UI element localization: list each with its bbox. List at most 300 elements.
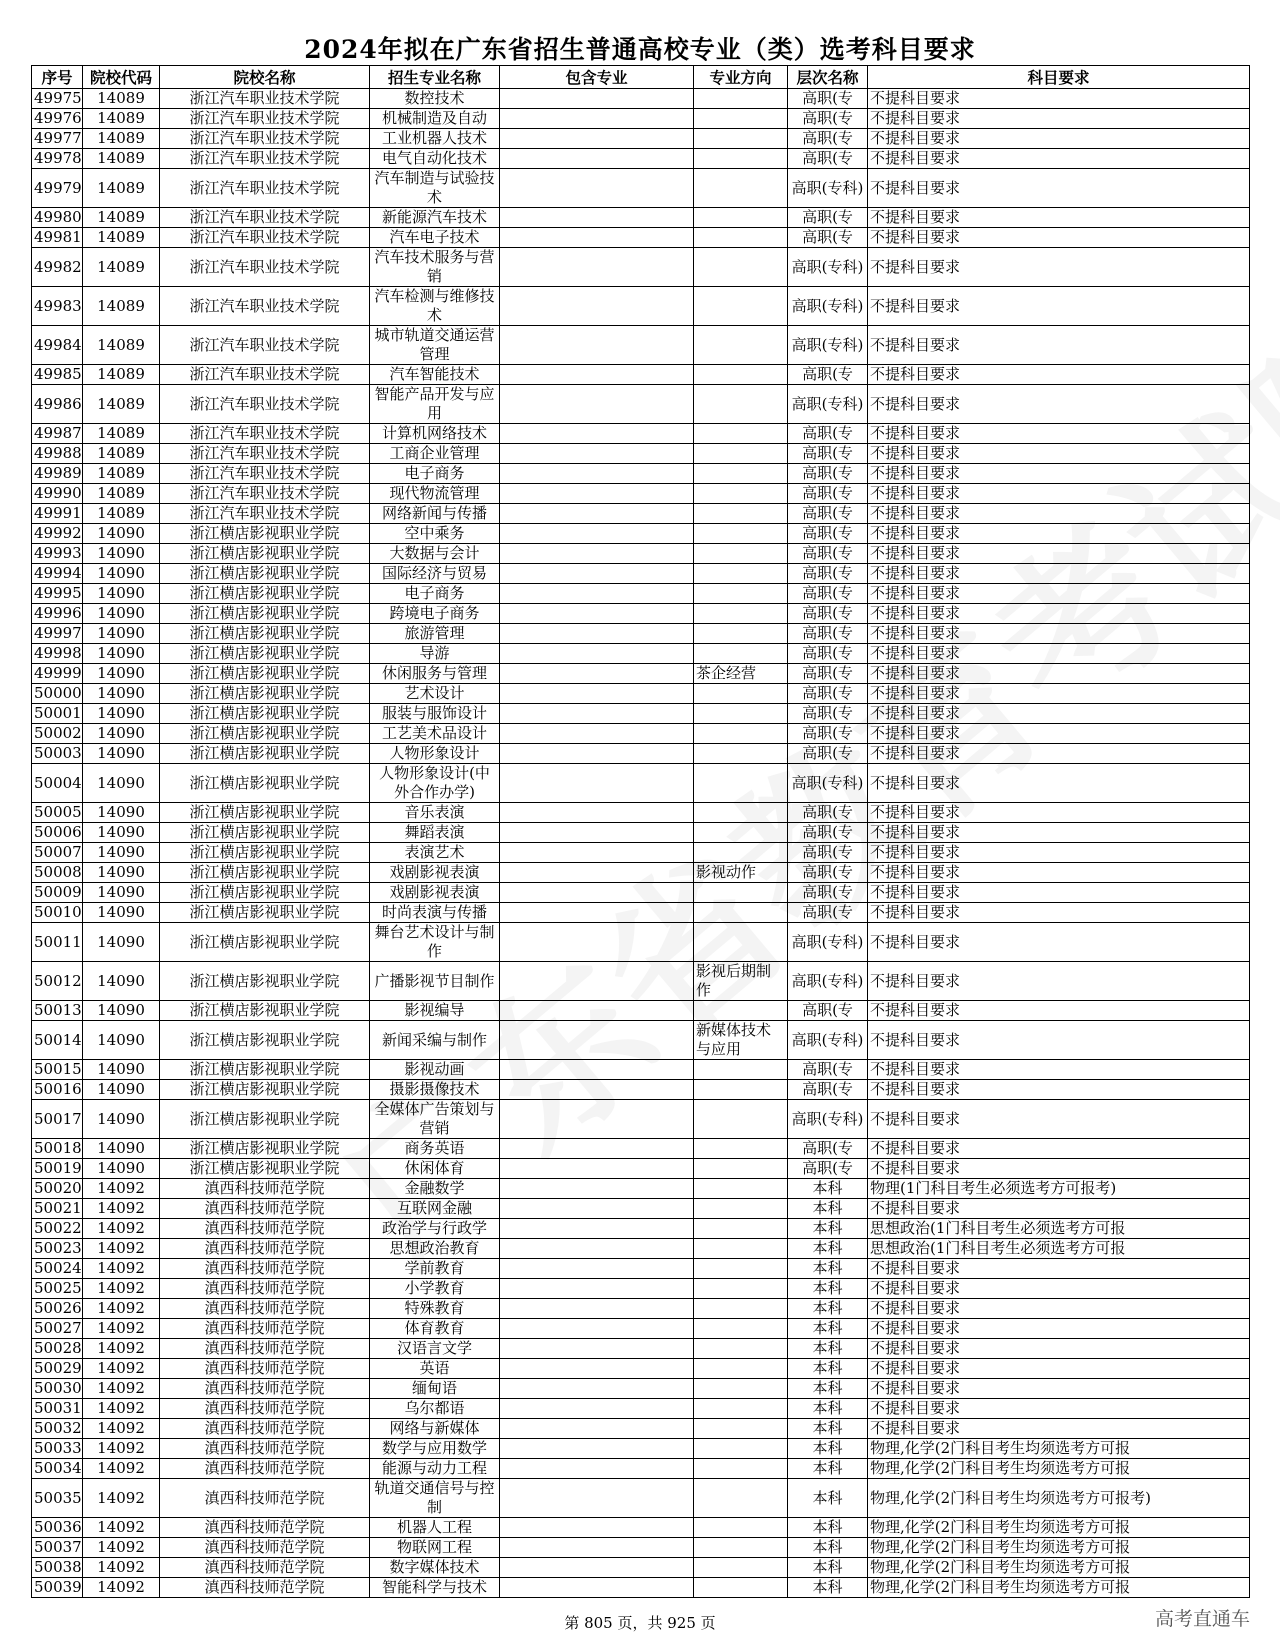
cell-subject-requirements: 不提科目要求: [868, 823, 1250, 843]
cell-subject-requirements: 不提科目要求: [868, 1399, 1250, 1419]
cell-subject-requirements: 不提科目要求: [868, 1021, 1250, 1060]
table-row: [32, 1001, 1250, 1021]
cell-subject-requirements: 物理,化学(2门科目考生均须选考方可报: [868, 1578, 1250, 1598]
cell-level: 高职(专: [788, 149, 868, 169]
cell-school-code: 14089: [83, 326, 160, 365]
cell-subject-requirements: 物理,化学(2门科目考生均须选考方可报: [868, 1459, 1250, 1479]
cell-school-code: 14090: [83, 823, 160, 843]
cell-school-code: 14092: [83, 1239, 160, 1259]
cell-major-name: 舞台艺术设计与制作: [370, 923, 500, 962]
cell-major-direction: [694, 604, 788, 624]
cell-subject-requirements: 不提科目要求: [868, 385, 1250, 424]
cell-included-majors: [500, 1299, 694, 1319]
table-row: [32, 863, 1250, 883]
table-row: [32, 109, 1250, 129]
table-row: [32, 1419, 1250, 1439]
cell-major-name: 汽车技术服务与营销: [370, 248, 500, 287]
cell-level: 高职(专: [788, 129, 868, 149]
cell-index: 50001: [32, 704, 83, 724]
cell-level: 高职(专科): [788, 248, 868, 287]
table-row: [32, 564, 1250, 584]
cell-school-name: 浙江横店影视职业学院: [160, 843, 370, 863]
cell-school-code: 14090: [83, 903, 160, 923]
cell-level: 高职(专科): [788, 1100, 868, 1139]
table-row: [32, 287, 1250, 326]
cell-index: 49982: [32, 248, 83, 287]
cell-major-name: 数学与应用数学: [370, 1439, 500, 1459]
cell-level: 高职(专: [788, 803, 868, 823]
cell-index: 49996: [32, 604, 83, 624]
cell-major-direction: [694, 1359, 788, 1379]
cell-school-name: 浙江横店影视职业学院: [160, 744, 370, 764]
table-row: [32, 524, 1250, 544]
cell-index: 50004: [32, 764, 83, 803]
cell-school-name: 浙江横店影视职业学院: [160, 883, 370, 903]
cell-index: 50020: [32, 1179, 83, 1199]
cell-major-direction: [694, 129, 788, 149]
cell-level: 本科: [788, 1359, 868, 1379]
cell-school-name: 浙江横店影视职业学院: [160, 584, 370, 604]
cell-major-name: 全媒体广告策划与营销: [370, 1100, 500, 1139]
header-school-code: 院校代码: [83, 66, 160, 89]
cell-level: 高职(专: [788, 684, 868, 704]
cell-major-direction: [694, 1319, 788, 1339]
cell-level: 高职(专科): [788, 1021, 868, 1060]
cell-major-direction: [694, 1199, 788, 1219]
cell-school-name: 滇西科技师范学院: [160, 1479, 370, 1518]
cell-subject-requirements: 不提科目要求: [868, 883, 1250, 903]
table-row: [32, 823, 1250, 843]
cell-level: 高职(专科): [788, 287, 868, 326]
cell-school-code: 14092: [83, 1538, 160, 1558]
cell-major-direction: [694, 504, 788, 524]
table-row: [32, 208, 1250, 228]
cell-school-code: 14090: [83, 644, 160, 664]
cell-index: 50038: [32, 1558, 83, 1578]
table-row: [32, 1399, 1250, 1419]
cell-level: 高职(专: [788, 484, 868, 504]
cell-major-name: 工业机器人技术: [370, 129, 500, 149]
cell-major-direction: [694, 1080, 788, 1100]
cell-major-direction: 茶企经营: [694, 664, 788, 684]
cell-major-name: 现代物流管理: [370, 484, 500, 504]
cell-level: 高职(专科): [788, 764, 868, 803]
cell-major-name: 汉语言文学: [370, 1339, 500, 1359]
cell-subject-requirements: 不提科目要求: [868, 89, 1250, 109]
header-included-majors: 包含专业: [500, 66, 694, 89]
table-row: [32, 169, 1250, 208]
cell-major-name: 旅游管理: [370, 624, 500, 644]
cell-index: 50033: [32, 1439, 83, 1459]
cell-index: 49987: [32, 424, 83, 444]
cell-major-direction: [694, 484, 788, 504]
cell-major-name: 机器人工程: [370, 1518, 500, 1538]
cell-index: 50003: [32, 744, 83, 764]
cell-included-majors: [500, 484, 694, 504]
page-number: 第 805 页，共 925 页: [564, 1614, 716, 1632]
cell-index: 50014: [32, 1021, 83, 1060]
cell-school-code: 14090: [83, 684, 160, 704]
cell-subject-requirements: 不提科目要求: [868, 664, 1250, 684]
cell-included-majors: [500, 444, 694, 464]
table-row: [32, 1459, 1250, 1479]
cell-major-name: 人物形象设计(中外合作办学): [370, 764, 500, 803]
cell-level: 高职(专: [788, 524, 868, 544]
cell-subject-requirements: 不提科目要求: [868, 744, 1250, 764]
table-row: [32, 1379, 1250, 1399]
cell-index: 50008: [32, 863, 83, 883]
table-row: [32, 624, 1250, 644]
cell-major-name: 舞蹈表演: [370, 823, 500, 843]
cell-major-direction: [694, 1060, 788, 1080]
cell-included-majors: [500, 704, 694, 724]
cell-index: 50017: [32, 1100, 83, 1139]
header-subject-requirements: 科目要求: [868, 66, 1250, 89]
cell-major-name: 网络与新媒体: [370, 1419, 500, 1439]
cell-major-direction: [694, 444, 788, 464]
cell-major-direction: [694, 109, 788, 129]
cell-school-name: 浙江汽车职业技术学院: [160, 228, 370, 248]
cell-school-code: 14090: [83, 524, 160, 544]
cell-index: 49992: [32, 524, 83, 544]
cell-index: 49993: [32, 544, 83, 564]
cell-index: 49983: [32, 287, 83, 326]
cell-school-code: 14090: [83, 744, 160, 764]
cell-index: 50026: [32, 1299, 83, 1319]
cell-school-name: 滇西科技师范学院: [160, 1299, 370, 1319]
cell-major-direction: [694, 704, 788, 724]
cell-major-direction: [694, 1001, 788, 1021]
header-major-name: 招生专业名称: [370, 66, 500, 89]
cell-major-direction: [694, 1179, 788, 1199]
cell-subject-requirements: 不提科目要求: [868, 1259, 1250, 1279]
table-row: [32, 89, 1250, 109]
table-row: [32, 444, 1250, 464]
cell-school-name: 浙江横店影视职业学院: [160, 564, 370, 584]
cell-major-name: 数字媒体技术: [370, 1558, 500, 1578]
cell-index: 49989: [32, 464, 83, 484]
cell-included-majors: [500, 1100, 694, 1139]
cell-school-code: 14090: [83, 764, 160, 803]
cell-included-majors: [500, 803, 694, 823]
cell-school-code: 14090: [83, 1080, 160, 1100]
cell-major-name: 英语: [370, 1359, 500, 1379]
cell-school-code: 14090: [83, 843, 160, 863]
cell-included-majors: [500, 287, 694, 326]
table-row: [32, 248, 1250, 287]
requirements-table: [31, 65, 1250, 1598]
cell-school-name: 浙江汽车职业技术学院: [160, 326, 370, 365]
cell-major-direction: [694, 1299, 788, 1319]
cell-subject-requirements: 不提科目要求: [868, 544, 1250, 564]
table-row: [32, 1439, 1250, 1459]
cell-school-code: 14089: [83, 109, 160, 129]
cell-major-direction: [694, 1479, 788, 1518]
cell-subject-requirements: 不提科目要求: [868, 504, 1250, 524]
cell-major-direction: [694, 684, 788, 704]
cell-index: 49999: [32, 664, 83, 684]
cell-major-name: 摄影摄像技术: [370, 1080, 500, 1100]
cell-major-name: 汽车智能技术: [370, 365, 500, 385]
cell-level: 高职(专: [788, 109, 868, 129]
cell-school-code: 14089: [83, 464, 160, 484]
cell-major-name: 表演艺术: [370, 843, 500, 863]
cell-level: 本科: [788, 1219, 868, 1239]
cell-major-direction: [694, 208, 788, 228]
cell-included-majors: [500, 1538, 694, 1558]
table-row: [32, 803, 1250, 823]
cell-subject-requirements: 不提科目要求: [868, 962, 1250, 1001]
cell-school-code: 14089: [83, 89, 160, 109]
cell-level: 高职(专: [788, 624, 868, 644]
cell-subject-requirements: 不提科目要求: [868, 444, 1250, 464]
cell-major-direction: [694, 89, 788, 109]
cell-included-majors: [500, 424, 694, 444]
cell-major-name: 艺术设计: [370, 684, 500, 704]
cell-school-code: 14092: [83, 1379, 160, 1399]
cell-subject-requirements: 不提科目要求: [868, 604, 1250, 624]
cell-included-majors: [500, 504, 694, 524]
cell-school-code: 14089: [83, 424, 160, 444]
table-row: [32, 724, 1250, 744]
cell-index: 50030: [32, 1379, 83, 1399]
cell-major-direction: [694, 744, 788, 764]
cell-level: 高职(专: [788, 444, 868, 464]
cell-school-code: 14092: [83, 1479, 160, 1518]
cell-included-majors: [500, 129, 694, 149]
cell-index: 50039: [32, 1578, 83, 1598]
cell-major-name: 机械制造及自动: [370, 109, 500, 129]
cell-major-direction: [694, 903, 788, 923]
table-row: [32, 664, 1250, 684]
cell-level: 本科: [788, 1379, 868, 1399]
cell-index: 49994: [32, 564, 83, 584]
cell-included-majors: [500, 1239, 694, 1259]
cell-school-code: 14092: [83, 1359, 160, 1379]
cell-level: 本科: [788, 1419, 868, 1439]
cell-school-name: 浙江汽车职业技术学院: [160, 287, 370, 326]
cell-school-name: 滇西科技师范学院: [160, 1279, 370, 1299]
cell-major-name: 乌尔都语: [370, 1399, 500, 1419]
cell-level: 高职(专: [788, 664, 868, 684]
table-row: [32, 962, 1250, 1001]
cell-included-majors: [500, 564, 694, 584]
cell-major-name: 轨道交通信号与控制: [370, 1479, 500, 1518]
table-row: [32, 326, 1250, 365]
cell-school-code: 14092: [83, 1578, 160, 1598]
cell-school-name: 浙江横店影视职业学院: [160, 684, 370, 704]
cell-major-direction: [694, 424, 788, 444]
cell-level: 高职(专科): [788, 326, 868, 365]
cell-index: 50009: [32, 883, 83, 903]
table-row: [32, 504, 1250, 524]
table-row: [32, 1558, 1250, 1578]
cell-included-majors: [500, 843, 694, 863]
cell-major-name: 新能源汽车技术: [370, 208, 500, 228]
cell-major-name: 电子商务: [370, 464, 500, 484]
cell-major-direction: [694, 1279, 788, 1299]
cell-school-name: 浙江横店影视职业学院: [160, 823, 370, 843]
cell-school-code: 14090: [83, 624, 160, 644]
cell-school-name: 浙江汽车职业技术学院: [160, 365, 370, 385]
cell-school-name: 浙江汽车职业技术学院: [160, 149, 370, 169]
cell-included-majors: [500, 1060, 694, 1080]
cell-subject-requirements: 不提科目要求: [868, 109, 1250, 129]
cell-major-direction: 影视动作: [694, 863, 788, 883]
cell-school-code: 14090: [83, 962, 160, 1001]
cell-included-majors: [500, 1021, 694, 1060]
table-row: [32, 1319, 1250, 1339]
cell-subject-requirements: 不提科目要求: [868, 1279, 1250, 1299]
cell-school-code: 14090: [83, 923, 160, 962]
cell-subject-requirements: 不提科目要求: [868, 464, 1250, 484]
cell-subject-requirements: 物理,化学(2门科目考生均须选考方可报考): [868, 1479, 1250, 1518]
cell-school-name: 滇西科技师范学院: [160, 1219, 370, 1239]
cell-level: 本科: [788, 1538, 868, 1558]
cell-level: 本科: [788, 1578, 868, 1598]
table-row: [32, 1219, 1250, 1239]
cell-major-direction: [694, 524, 788, 544]
cell-level: 本科: [788, 1319, 868, 1339]
cell-major-name: 工艺美术品设计: [370, 724, 500, 744]
cell-school-code: 14090: [83, 1021, 160, 1060]
cell-included-majors: [500, 385, 694, 424]
cell-included-majors: [500, 724, 694, 744]
page-title: 2024年拟在广东省招生普通高校专业（类）选考科目要求: [304, 35, 976, 64]
cell-school-name: 浙江汽车职业技术学院: [160, 504, 370, 524]
cell-level: 高职(专: [788, 903, 868, 923]
cell-included-majors: [500, 903, 694, 923]
cell-index: 50029: [32, 1359, 83, 1379]
cell-school-name: 浙江横店影视职业学院: [160, 1080, 370, 1100]
cell-included-majors: [500, 1080, 694, 1100]
cell-school-name: 浙江横店影视职业学院: [160, 923, 370, 962]
table-row: [32, 228, 1250, 248]
cell-index: 50002: [32, 724, 83, 744]
cell-school-code: 14090: [83, 564, 160, 584]
cell-major-name: 服装与服饰设计: [370, 704, 500, 724]
table-header-row: [32, 66, 1250, 89]
table-row: [32, 1080, 1250, 1100]
cell-major-name: 网络新闻与传播: [370, 504, 500, 524]
cell-included-majors: [500, 584, 694, 604]
cell-subject-requirements: 不提科目要求: [868, 684, 1250, 704]
table-row: [32, 385, 1250, 424]
cell-subject-requirements: 不提科目要求: [868, 1060, 1250, 1080]
cell-major-direction: [694, 1578, 788, 1598]
cell-included-majors: [500, 764, 694, 803]
cell-level: 高职(专: [788, 1060, 868, 1080]
cell-school-name: 浙江横店影视职业学院: [160, 803, 370, 823]
cell-level: 高职(专: [788, 823, 868, 843]
cell-school-name: 浙江汽车职业技术学院: [160, 109, 370, 129]
cell-index: 50015: [32, 1060, 83, 1080]
cell-subject-requirements: 不提科目要求: [868, 129, 1250, 149]
cell-school-code: 14090: [83, 664, 160, 684]
table-row: [32, 1359, 1250, 1379]
cell-school-code: 14092: [83, 1299, 160, 1319]
cell-major-name: 汽车检测与维修技术: [370, 287, 500, 326]
cell-included-majors: [500, 1179, 694, 1199]
cell-included-majors: [500, 883, 694, 903]
brand-label: 高考直通车: [1154, 1608, 1250, 1630]
cell-major-direction: [694, 644, 788, 664]
cell-major-direction: 新媒体技术与应用: [694, 1021, 788, 1060]
table-row: [32, 544, 1250, 564]
cell-index: 50034: [32, 1459, 83, 1479]
cell-subject-requirements: 不提科目要求: [868, 484, 1250, 504]
cell-index: 50016: [32, 1080, 83, 1100]
cell-level: 本科: [788, 1259, 868, 1279]
cell-school-code: 14092: [83, 1459, 160, 1479]
cell-included-majors: [500, 1558, 694, 1578]
cell-subject-requirements: 不提科目要求: [868, 724, 1250, 744]
cell-school-name: 浙江汽车职业技术学院: [160, 464, 370, 484]
cell-school-name: 浙江横店影视职业学院: [160, 604, 370, 624]
cell-level: 高职(专: [788, 424, 868, 444]
cell-index: 49979: [32, 169, 83, 208]
cell-major-name: 缅甸语: [370, 1379, 500, 1399]
cell-school-code: 14089: [83, 504, 160, 524]
cell-school-name: 浙江横店影视职业学院: [160, 1001, 370, 1021]
cell-level: 高职(专: [788, 744, 868, 764]
cell-level: 高职(专科): [788, 962, 868, 1001]
cell-major-name: 戏剧影视表演: [370, 863, 500, 883]
cell-level: 高职(专: [788, 1080, 868, 1100]
cell-index: 49997: [32, 624, 83, 644]
cell-major-direction: 影视后期制作: [694, 962, 788, 1001]
cell-school-code: 14092: [83, 1219, 160, 1239]
cell-school-name: 浙江横店影视职业学院: [160, 624, 370, 644]
cell-included-majors: [500, 1339, 694, 1359]
cell-included-majors: [500, 149, 694, 169]
cell-level: 本科: [788, 1279, 868, 1299]
cell-included-majors: [500, 1359, 694, 1379]
cell-subject-requirements: 思想政治(1门科目考生必须选考方可报: [868, 1219, 1250, 1239]
table-row: [32, 1259, 1250, 1279]
table-row: [32, 644, 1250, 664]
table-row: [32, 1299, 1250, 1319]
cell-major-name: 休闲体育: [370, 1159, 500, 1179]
table-row: [32, 604, 1250, 624]
cell-school-name: 滇西科技师范学院: [160, 1518, 370, 1538]
cell-included-majors: [500, 1439, 694, 1459]
cell-subject-requirements: 不提科目要求: [868, 169, 1250, 208]
cell-major-direction: [694, 724, 788, 744]
cell-included-majors: [500, 644, 694, 664]
cell-school-code: 14092: [83, 1319, 160, 1339]
cell-school-name: 浙江汽车职业技术学院: [160, 444, 370, 464]
cell-school-code: 14089: [83, 287, 160, 326]
table-row: [32, 1060, 1250, 1080]
table-row: [32, 883, 1250, 903]
cell-school-name: 浙江汽车职业技术学院: [160, 169, 370, 208]
cell-subject-requirements: 不提科目要求: [868, 228, 1250, 248]
cell-subject-requirements: 不提科目要求: [868, 584, 1250, 604]
cell-index: 50007: [32, 843, 83, 863]
cell-major-name: 物联网工程: [370, 1538, 500, 1558]
cell-index: 49991: [32, 504, 83, 524]
cell-major-direction: [694, 1239, 788, 1259]
table-row: [32, 903, 1250, 923]
cell-school-name: 滇西科技师范学院: [160, 1399, 370, 1419]
cell-subject-requirements: 不提科目要求: [868, 149, 1250, 169]
cell-major-direction: [694, 1419, 788, 1439]
cell-school-name: 滇西科技师范学院: [160, 1319, 370, 1339]
cell-index: 49986: [32, 385, 83, 424]
cell-level: 本科: [788, 1399, 868, 1419]
cell-school-code: 14089: [83, 484, 160, 504]
